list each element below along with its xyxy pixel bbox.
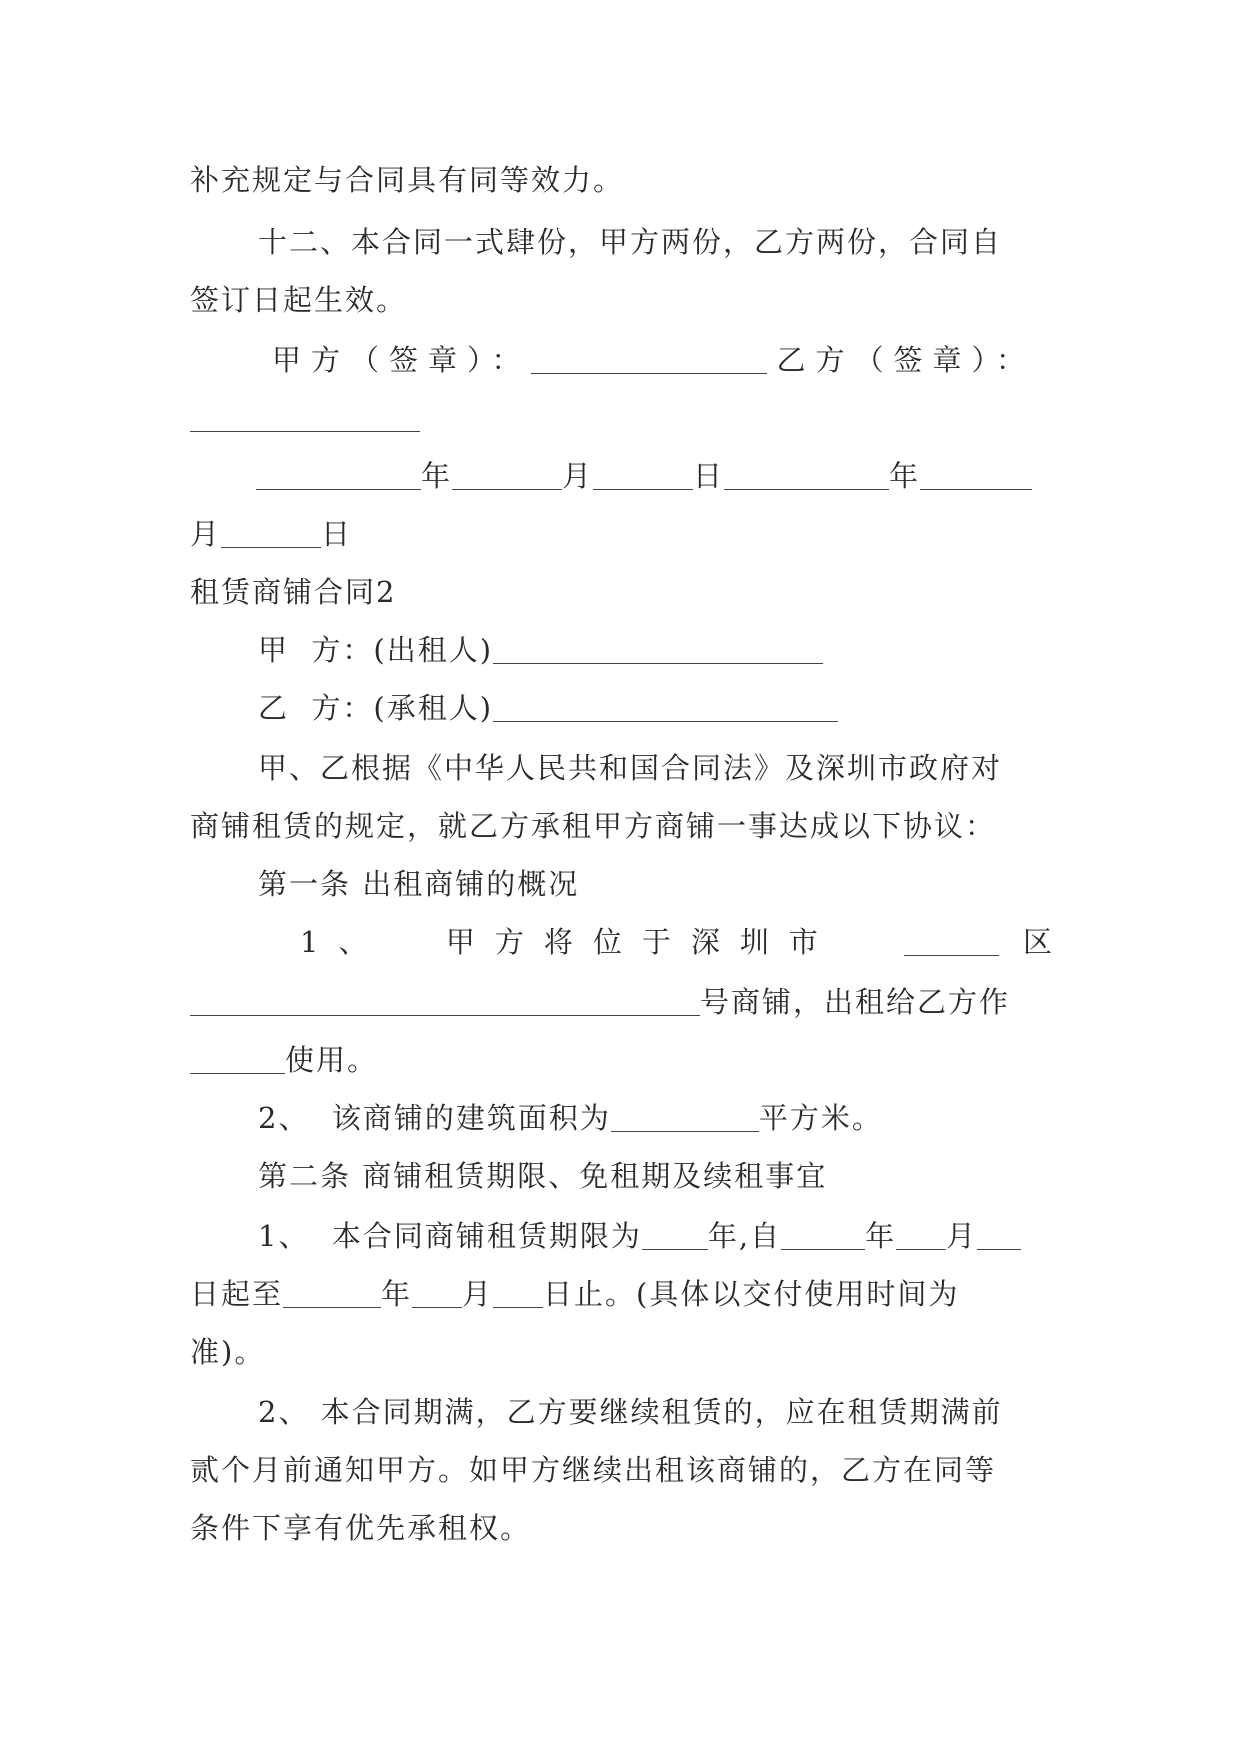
party-b-signature-row xyxy=(190,398,420,438)
district-label: 区 xyxy=(1022,925,1052,959)
article-1-item-1-line3 xyxy=(190,1040,378,1080)
signature-line xyxy=(272,340,1035,380)
end-date-prefix: 日起至 xyxy=(190,1277,284,1311)
start-month-blank xyxy=(896,1221,946,1250)
party-b-row xyxy=(258,688,838,728)
end-year-label: 年 xyxy=(381,1277,413,1311)
party-a-signature-label: 甲方（签章）： xyxy=(272,343,531,377)
month-blank xyxy=(452,461,562,490)
clause-12-line1: 十二、本合同一式肆份，甲方两份，乙方两份，合同自 xyxy=(258,225,1003,259)
article-1-item-1-line1 xyxy=(300,922,1052,962)
end-month-blank xyxy=(412,1279,462,1308)
day-blank xyxy=(593,461,693,490)
term-text: 1、 本合同商铺租赁期限为 xyxy=(258,1219,642,1253)
party-a-signature-blank xyxy=(531,345,767,374)
shop-number-text: 号商铺，出租给乙方作 xyxy=(700,985,1011,1019)
text-line: 补充规定与合同具有同等效力。 xyxy=(190,163,625,197)
article-1-item-2 xyxy=(258,1098,883,1138)
end-day-text: 日止。(具体以交付使用时间为 xyxy=(543,1277,960,1311)
area-text: 2、 该商铺的建筑面积为 xyxy=(258,1101,611,1135)
area-blank xyxy=(611,1103,759,1132)
intro-line2: 商铺租赁的规定，就乙方承租甲方商铺一事达成以下协议： xyxy=(190,809,997,843)
article-1-heading: 第一条 出租商铺的概况 xyxy=(258,867,580,901)
area-unit: 平方米。 xyxy=(758,1101,883,1135)
date-row-continued xyxy=(190,514,352,554)
district-blank xyxy=(904,927,999,956)
term-years-blank xyxy=(642,1221,708,1250)
month-label: 月 xyxy=(190,517,222,551)
end-year-blank xyxy=(283,1279,381,1308)
year-label: 年 xyxy=(889,459,921,493)
party-a-blank xyxy=(493,635,823,664)
contract-2-title: 租赁商铺合同2 xyxy=(190,575,397,609)
article-2-item-1-line3: 准)。 xyxy=(190,1335,266,1369)
year-label: 年 xyxy=(421,459,453,493)
article-2-item-1-line2 xyxy=(190,1274,959,1314)
term-years-label: 年,自 xyxy=(707,1219,782,1253)
start-month-label: 月 xyxy=(946,1219,978,1253)
usage-text: 使用。 xyxy=(285,1043,379,1077)
party-b-signature-blank xyxy=(190,403,420,432)
party-a-label: 甲 方：(出租人) xyxy=(258,633,494,667)
usage-blank xyxy=(190,1045,285,1074)
day-label: 日 xyxy=(693,459,725,493)
year-blank xyxy=(724,461,889,490)
year-blank xyxy=(256,461,421,490)
month-blank xyxy=(920,461,1032,490)
article-2-item-2-line1: 2、 本合同期满，乙方要继续租赁的，应在租赁期满前 xyxy=(258,1395,1003,1429)
article-2-item-1-line1 xyxy=(258,1216,1021,1256)
party-b-signature-label: 乙方（签章）： xyxy=(776,343,1036,377)
end-month-label: 月 xyxy=(462,1277,494,1311)
end-day-blank xyxy=(493,1279,543,1308)
article-2-heading: 第二条 商铺租赁期限、免租期及续租事宜 xyxy=(258,1159,828,1193)
party-a-row xyxy=(258,630,823,670)
clause-12-line2: 签订日起生效。 xyxy=(190,283,408,317)
party-b-blank xyxy=(493,693,838,722)
address-blank xyxy=(190,987,700,1016)
article-2-item-2-line3: 条件下享有优先承租权。 xyxy=(190,1511,532,1545)
article-1-item-1-text: 1、 甲方将位于深圳市 xyxy=(300,925,838,959)
article-2-item-2-line2: 贰个月前通知甲方。如甲方继续出租该商铺的，乙方在同等 xyxy=(190,1453,997,1487)
start-day-blank xyxy=(977,1221,1021,1250)
article-1-item-1-line2 xyxy=(190,982,1010,1022)
intro-line1: 甲、乙根据《中华人民共和国合同法》及深圳市政府对 xyxy=(258,751,1003,785)
month-label: 月 xyxy=(562,459,594,493)
date-row xyxy=(256,456,1032,496)
day-blank xyxy=(221,519,321,548)
day-label: 日 xyxy=(321,517,353,551)
start-year-label: 年 xyxy=(865,1219,897,1253)
start-year-blank xyxy=(781,1221,865,1250)
party-b-label: 乙 方：(承租人) xyxy=(258,691,494,725)
district-group xyxy=(904,922,1052,962)
